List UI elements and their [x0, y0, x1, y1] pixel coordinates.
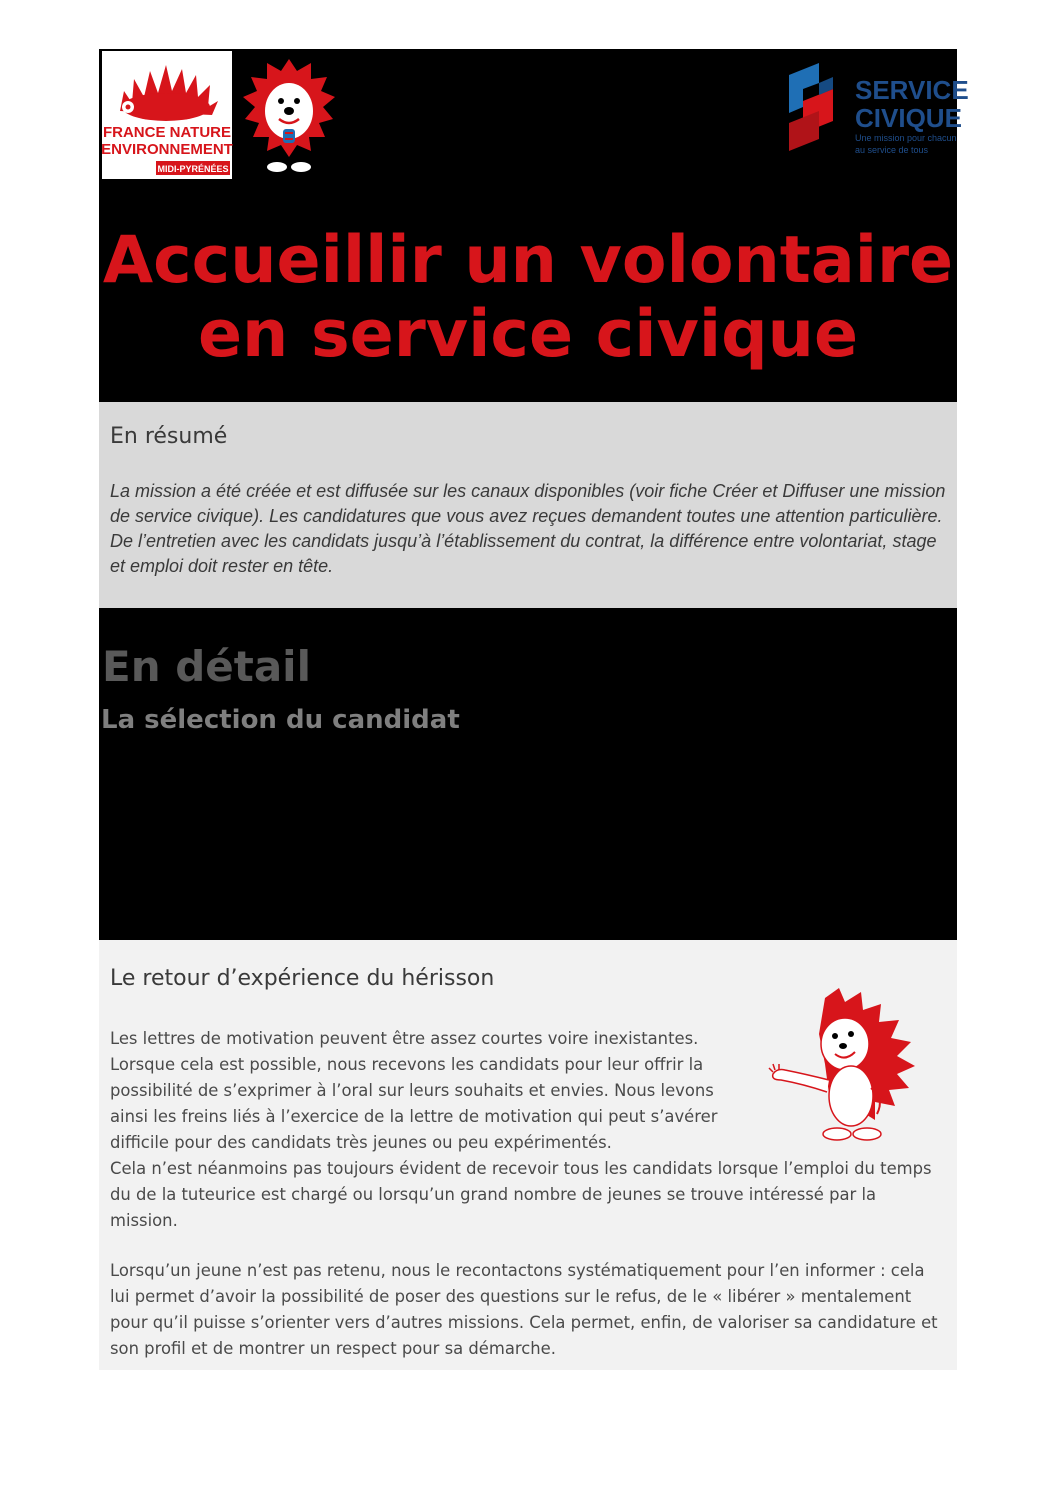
feedback-section	[99, 940, 957, 1370]
feedback-heading: Le retour d’expérience du hérisson	[110, 966, 495, 991]
page-title	[99, 224, 957, 372]
header-banner	[99, 49, 969, 402]
detail-section	[99, 608, 957, 940]
svg-text:Une mission pour chacun: Une mission pour chacun	[855, 133, 957, 143]
document-page	[99, 49, 969, 1370]
svg-text:ENVIRONNEMENT: ENVIRONNEMENT	[101, 141, 233, 158]
svg-text:FRANCE NATURE: FRANCE NATURE	[102, 124, 232, 141]
svg-text:CIVIQUE: CIVIQUE	[855, 103, 962, 133]
summary-text: La mission a été créée et est diffusée sur les canaux disponibles (voir fiche Créer et Diffuser une mission de service civique). Les candidatures que vous avez reçues demandent toutes une attention particulière. De l’entretien avec les candidats jusqu’à l’établissement du contrat, la différence entre volontariat, stage et emploi doit rester en tête.	[110, 481, 946, 576]
detail-subheading: La sélection du candidat	[101, 705, 460, 735]
svg-text:SERVICE: SERVICE	[855, 75, 969, 105]
service-civique-logo	[785, 61, 969, 167]
title-line-1: Accueillir un volontaire	[102, 223, 954, 298]
feedback-paragraph-1-wide: Cela n’est néanmoins pas toujours évident de recevoir tous les candidats lorsque l’emploi du temps du de la tuteurice est chargé ou lorsqu’un grand nombre de jeunes se trouve intéressé par la mission.	[110, 1159, 932, 1230]
feedback-paragraph-1-narrow: Les lettres de motivation peuvent être assez courtes voire inexistantes. Lorsque cela est possible, nous recevons les candidats pour leur offrir la possibilité de s’exprimer à l’oral sur leurs souhaits et envies. Nous levons ainsi les freins liés à l’exercice de la lettre de motivation qui peut s’avérer difficile pour des candidats très jeunes ou peu expérimentés.	[110, 1029, 718, 1152]
feedback-paragraph-2: Lorsqu’un jeune n’est pas retenu, nous le recontactons systématiquement pour l’en informer : cela lui permet d’avoir la possibilité de poser des questions sur le refus, de le « libérer » mentalement pour qu’il puisse s’orienter vers d’autres missions. Cela permet, enfin, de valoriser sa candidature et son profil et de montrer un respect pour sa démarche.	[110, 1261, 938, 1358]
waving-hedgehog-icon	[755, 984, 925, 1149]
svg-text:au service de tous: au service de tous	[855, 145, 929, 155]
svg-text:MIDI-PYRÉNÉES: MIDI-PYRÉNÉES	[157, 164, 229, 174]
title-line-2: en service civique	[197, 297, 859, 372]
summary-section	[99, 402, 957, 608]
detail-heading: En détail	[102, 642, 311, 691]
fne-logo	[102, 51, 232, 179]
hedgehog-mascot-icon	[239, 55, 339, 179]
summary-heading: En résumé	[110, 424, 228, 449]
